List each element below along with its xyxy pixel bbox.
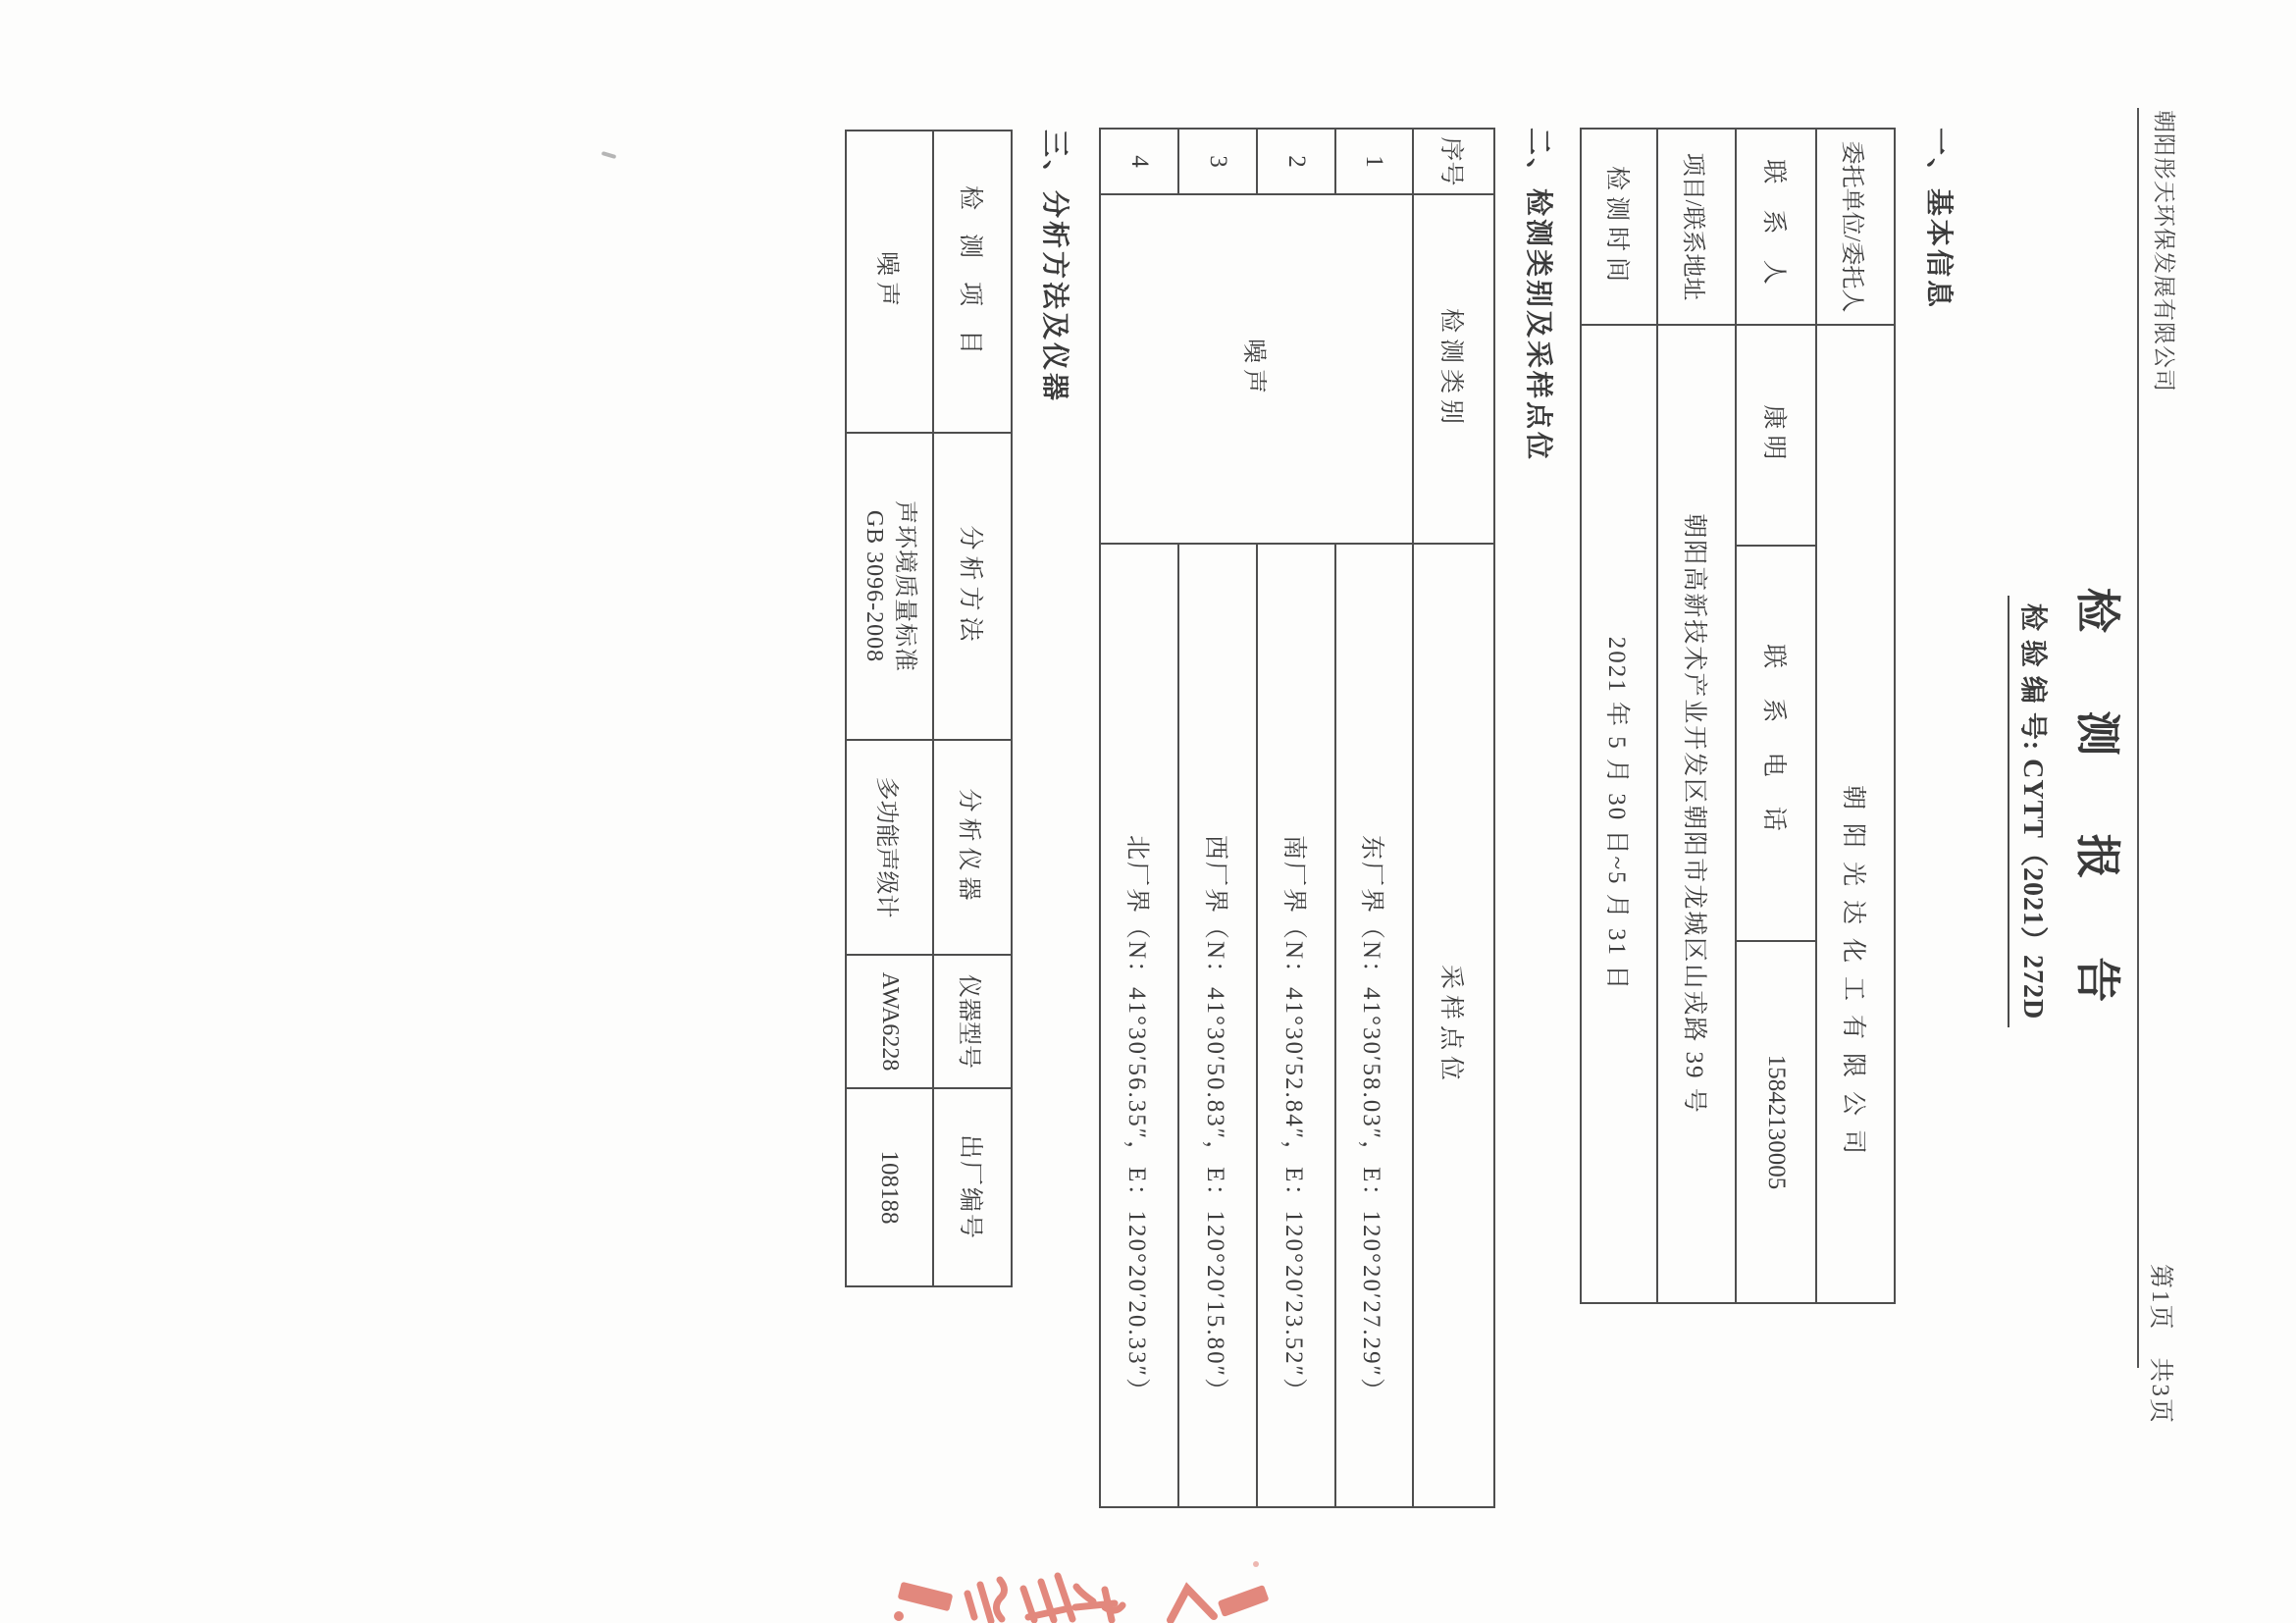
col-header-category: 检测类别 bbox=[1413, 194, 1494, 544]
col-header-item: 检测项目 bbox=[933, 131, 1012, 433]
contact-label-cell: 联 系 人 bbox=[1736, 129, 1816, 325]
table-row bbox=[1816, 129, 1895, 1303]
table-header-row bbox=[1413, 129, 1494, 1507]
method-value-line1: 声环境质量标准 bbox=[892, 500, 918, 672]
phone-value-cell: 15842130005 bbox=[1736, 941, 1816, 1303]
header-page-indicator: 第1页 共3页 bbox=[2147, 1264, 2173, 1426]
report-title: 检 测 报 告 bbox=[2072, 587, 2122, 1036]
col-header-no: 序号 bbox=[1413, 129, 1494, 194]
report-number-value: CYTT（2021）272D bbox=[2017, 759, 2048, 1021]
red-seal-stamp bbox=[893, 1492, 1315, 1623]
table-row bbox=[846, 131, 933, 1286]
instrument-value-cell: 多功能声级计 bbox=[846, 740, 933, 955]
address-label-cell: 项目/联系地址 bbox=[1657, 129, 1736, 325]
col-header-method: 分析方法 bbox=[933, 433, 1012, 740]
method-value-line2: GB 3096-2008 bbox=[861, 509, 888, 663]
sampling-point-cell: 北厂界（N：41°30′56.35″，E：120°20′20.33″） bbox=[1100, 544, 1178, 1507]
sampling-point-cell: 东厂界（N：41°30′58.03″，E：120°20′27.29″） bbox=[1335, 544, 1413, 1507]
time-label-cell: 检测时间 bbox=[1581, 129, 1657, 325]
serial-value-cell: 108188 bbox=[846, 1088, 933, 1286]
table-row bbox=[1736, 129, 1816, 1303]
table-row bbox=[1581, 129, 1657, 1303]
section-basic-heading: 一、基本信息 bbox=[1923, 128, 1954, 311]
client-value-cell: 朝阳光达化工有限公司 bbox=[1816, 325, 1895, 1303]
report-number-line bbox=[2008, 0, 2055, 1623]
method-instrument-table bbox=[845, 130, 1013, 1287]
sampling-point-cell: 西厂界（N：41°30′50.83″，E：120°20′15.80″） bbox=[1178, 544, 1257, 1507]
client-label-cell: 委托单位/委托人 bbox=[1816, 129, 1895, 325]
phone-label-cell: 联 系 电 话 bbox=[1736, 546, 1816, 941]
item-value-cell: 噪声 bbox=[846, 131, 933, 433]
method-value-cell bbox=[846, 433, 933, 740]
scan-speck bbox=[601, 151, 617, 159]
category-value-cell: 噪声 bbox=[1100, 194, 1413, 544]
address-value-cell: 朝阳高新技术产业开发区朝阳市龙城区山戎路 39 号 bbox=[1657, 325, 1736, 1303]
basic-info-table bbox=[1580, 128, 1896, 1304]
table-header-row bbox=[933, 131, 1012, 1286]
contact-value-cell: 康明 bbox=[1736, 325, 1816, 546]
sampling-point-cell: 南厂界（N：41°30′52.84″，E：120°20′23.52″） bbox=[1257, 544, 1335, 1507]
report-number-label: 检 验 编 号: bbox=[2017, 602, 2048, 752]
time-value-cell: 2021 年 5 月 30 日~5 月 31 日 bbox=[1581, 325, 1657, 1303]
section-method-heading: 三、分析方法及仪器 bbox=[1039, 130, 1070, 404]
header-divider bbox=[2137, 108, 2139, 1368]
col-header-serial: 出厂编号 bbox=[933, 1088, 1012, 1286]
col-header-instrument: 分析仪器 bbox=[933, 740, 1012, 955]
section-sampling-heading: 二、检测类别及采样点位 bbox=[1523, 128, 1553, 463]
row-no: 3 bbox=[1178, 129, 1257, 194]
sampling-table bbox=[1099, 128, 1495, 1508]
row-no: 1 bbox=[1335, 129, 1413, 194]
table-row bbox=[1657, 129, 1736, 1303]
row-no: 2 bbox=[1257, 129, 1335, 194]
col-header-model: 仪器型号 bbox=[933, 955, 1012, 1088]
col-header-point: 采样点位 bbox=[1413, 544, 1494, 1507]
table-row bbox=[1335, 129, 1413, 1507]
model-value-cell: AWA6228 bbox=[846, 955, 933, 1088]
row-no: 4 bbox=[1100, 129, 1178, 194]
header-company-name: 朝阳彤天环保发展有限公司 bbox=[2152, 110, 2176, 393]
